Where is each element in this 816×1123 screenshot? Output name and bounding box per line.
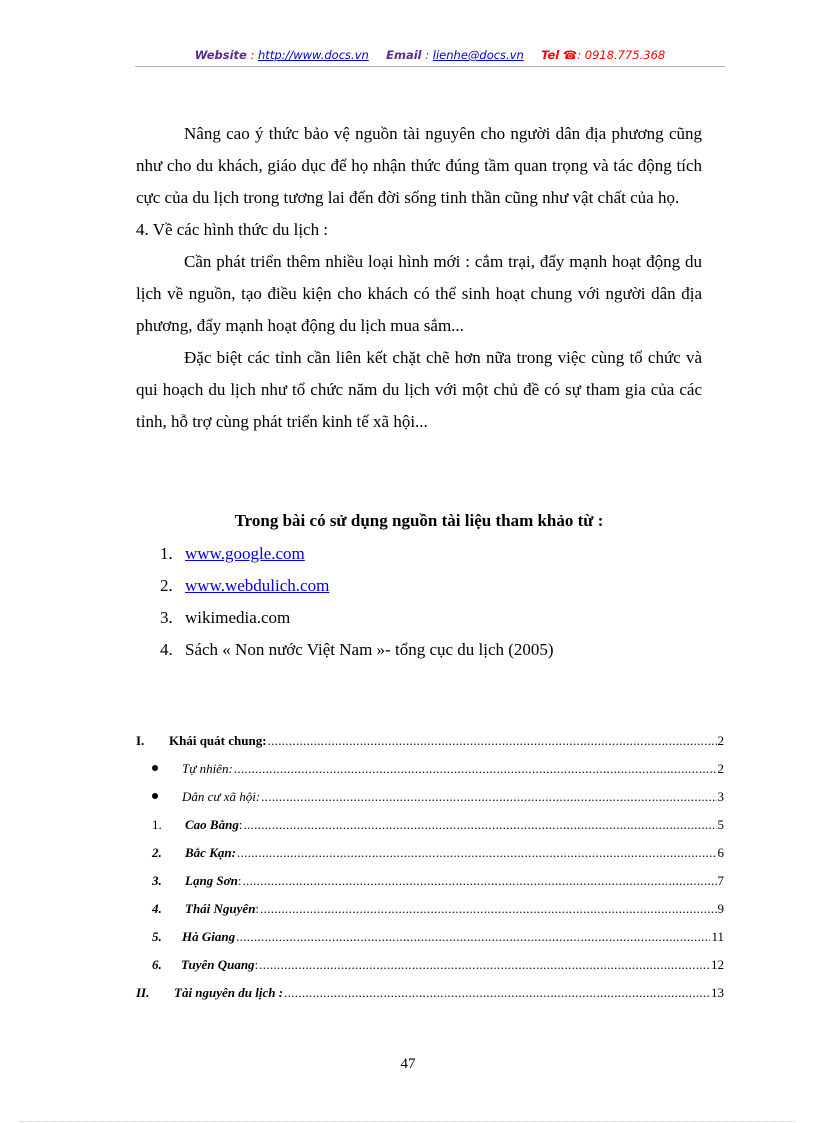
section-heading: 4. Về các hình thức du lịch : (136, 220, 329, 239)
toc-page: 2 (717, 761, 724, 776)
toc-suffix: : (238, 817, 243, 832)
toc-number: II. (136, 985, 150, 1000)
toc-entry[interactable] (136, 817, 724, 837)
references-list (160, 538, 554, 666)
reference-number: 3. (160, 608, 173, 627)
toc-page: 11 (711, 929, 724, 944)
bullet-icon (152, 793, 158, 799)
paragraph: Đặc biệt các tỉnh cần liên kết chặt chẽ hơn nữa trong việc cùng tổ chức và qui hoạch du lịch như tổ chức năm du lịch với một chủ đề có sự tham gia của các tỉnh, hỗ trợ cùng phát triển kinh tế xã hội... (136, 348, 702, 431)
toc-page: 7 (717, 873, 724, 888)
reference-item (160, 602, 554, 634)
toc-leader (284, 985, 710, 1001)
email-label: Email (386, 48, 422, 62)
toc-entry[interactable] (136, 789, 724, 809)
toc-entry[interactable] (136, 733, 724, 753)
toc-leader (259, 957, 710, 973)
paragraph: Cần phát triển thêm nhiều loại hình mới : cắm trại, đẩy mạnh hoạt động du lịch về nguồn, tạo điều kiện cho khách có thể sinh hoạt chung với người dân địa phương, đẩy mạnh hoạt động du lịch mua sắm... (136, 252, 702, 335)
toc-entry[interactable] (136, 761, 724, 781)
website-label: Website (194, 48, 247, 62)
toc-title: Thái Nguyên (185, 901, 256, 916)
toc-number: 3. (152, 873, 162, 888)
toc-leader (237, 845, 717, 861)
toc-page: 3 (717, 789, 724, 804)
reference-number: 1. (160, 544, 173, 563)
toc-entry[interactable] (136, 873, 724, 893)
reference-text: wikimedia.com (185, 608, 291, 627)
toc-number: 6. (152, 957, 162, 972)
toc-suffix: : (254, 957, 259, 972)
reference-number: 4. (160, 640, 173, 659)
toc-entry[interactable] (136, 845, 724, 865)
toc-number: 5. (152, 929, 162, 944)
toc-leader (260, 901, 716, 917)
toc-number: 2. (152, 845, 162, 860)
toc-page: 5 (717, 817, 724, 832)
toc-suffix: : (237, 873, 242, 888)
toc-number: I. (136, 733, 145, 748)
toc-leader (234, 761, 717, 777)
toc-title: Lạng Sơn (185, 873, 238, 888)
bullet-icon (152, 765, 158, 771)
toc-leader (268, 733, 717, 749)
page-number: 47 (400, 1056, 416, 1072)
toc-number: 4. (152, 901, 162, 916)
email-link[interactable]: lienhe@docs.vn (432, 48, 524, 62)
page-header: Website : http://www.docs.vn Email : lienhe@docs.vn Tel ☎: 0918.775.368 (194, 48, 666, 62)
toc-title: Khái quát chung: (169, 733, 267, 748)
toc-title: Tài nguyên du lịch : (174, 985, 284, 1000)
toc-page: 9 (717, 901, 724, 916)
toc-title: Hà Giang (182, 929, 236, 944)
toc-entry[interactable] (136, 957, 724, 977)
reference-item (160, 634, 554, 666)
tel-label: Tel (541, 48, 560, 62)
reference-link[interactable]: www.google.com (185, 544, 305, 563)
reference-text: Sách « Non nước Việt Nam »- tổng cục du lịch (2005) (185, 640, 554, 659)
toc-page: 12 (711, 957, 724, 972)
phone-icon: ☎ (562, 48, 578, 62)
toc-number: 1. (152, 817, 162, 832)
header-divider (135, 66, 725, 67)
toc-title: Tuyên Quang (181, 957, 255, 972)
toc-page: 2 (717, 733, 724, 748)
toc-leader (261, 789, 716, 805)
reference-item (160, 538, 554, 570)
toc-leader (243, 817, 716, 833)
body-section (136, 118, 702, 438)
toc-page: 6 (717, 845, 724, 860)
toc-title: Dân cư xã hội: (182, 789, 261, 804)
toc-leader (242, 873, 716, 889)
page-bottom-divider (20, 1121, 796, 1122)
references-title: Trong bài có sử dụng nguồn tài liệu tham khảo từ : (234, 511, 604, 530)
toc-page: 13 (711, 985, 724, 1000)
toc-title: Tự nhiên: (182, 761, 233, 776)
tel-value: 0918.775.368 (584, 48, 666, 62)
toc-suffix: : (255, 901, 260, 916)
toc-leader (236, 929, 710, 945)
reference-item (160, 570, 554, 602)
website-link[interactable]: http://www.docs.vn (258, 48, 369, 62)
toc-title: Bắc Kạn: (185, 845, 236, 860)
toc-entry[interactable] (136, 985, 724, 1005)
toc-entry[interactable] (136, 929, 724, 949)
paragraph: Nâng cao ý thức bảo vệ nguồn tài nguyên cho người dân địa phương cũng như cho du khách, giáo dục để họ nhận thức đúng tầm quan trọng và tác động tích cực của du lịch trong tương lai đến đời sống tinh thần cũng như vật chất của họ. (136, 124, 702, 207)
reference-link[interactable]: www.webdulich.com (185, 576, 330, 595)
toc-entry[interactable] (136, 901, 724, 921)
toc-title: Cao Bằng (185, 817, 239, 832)
reference-number: 2. (160, 576, 173, 595)
